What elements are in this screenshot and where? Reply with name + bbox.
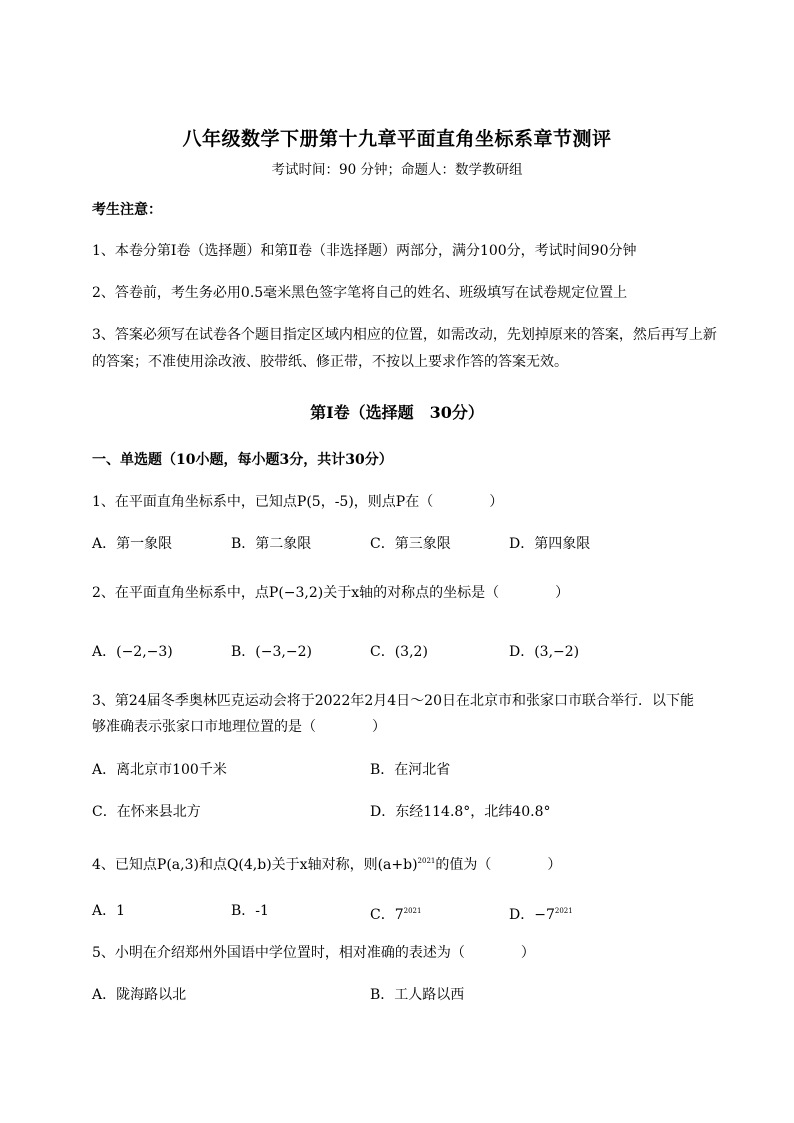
stem-text: 4、已知点P(a,3)和点Q(4,b)关于x轴对称，则(a+b) — [92, 857, 418, 873]
option-b[interactable]: B．第二象限 — [231, 536, 312, 552]
option-b[interactable]: B．工人路以西 — [370, 987, 465, 1003]
option-c[interactable]: C．第三象限 — [370, 536, 451, 552]
notice-item: 1、本卷分第Ⅰ卷（选择题）和第Ⅱ卷（非选择题）两部分，满分100分，考试时间90分钟 — [92, 243, 637, 259]
option-b[interactable]: B．在河北省 — [370, 762, 451, 778]
option-text: D．−7 — [509, 907, 555, 923]
section-title: 第Ⅰ卷（选择题 30分） — [310, 403, 484, 422]
question-stem: 5、小明在介绍郑州外国语中学位置时，相对准确的表述为（ ） — [92, 945, 535, 961]
notice-item: 3、答案必须写在试卷各个题目指定区域内相应的位置，如需改动，先划掉原来的答案，然后再写上新 — [92, 327, 717, 343]
option-a[interactable]: A．离北京市100千米 — [92, 762, 227, 778]
option-c[interactable]: C．(3,2) — [370, 644, 428, 660]
question-stem: 3、第24届冬季奥林匹克运动会将于2022年2月4日～20日在北京市和张家口市联合举行．以下能 — [92, 693, 694, 709]
question-stem: 2、在平面直角坐标系中，点P(−3,2)关于x轴的对称点的坐标是（ ） — [92, 585, 570, 601]
option-c[interactable]: C．在怀来县北方 — [92, 804, 201, 820]
part-heading: 一、单选题（10小题，每小题3分，共计30分） — [92, 452, 393, 468]
option-d[interactable]: D．第四象限 — [509, 536, 591, 552]
exam-info: 考试时间：90 分钟；命题人：数学教研组 — [271, 162, 523, 178]
option-b[interactable]: B．-1 — [231, 903, 269, 919]
question-stem-continued: 够准确表示张家口市地理位置的是（ ） — [92, 719, 386, 735]
stem-text: 的值为（ ） — [435, 857, 562, 873]
option-a[interactable]: A．1 — [92, 903, 126, 919]
question-stem: 1、在平面直角坐标系中，已知点P(5，-5)，则点P在（ ） — [92, 494, 504, 510]
option-a[interactable]: A．(−2,−3) — [92, 644, 173, 660]
exponent: 2021 — [403, 907, 422, 915]
option-d[interactable]: D．(3,−2) — [509, 644, 580, 660]
exponent: 2021 — [554, 907, 573, 915]
option-text: C．7 — [370, 907, 404, 923]
notice-heading: 考生注意： — [92, 202, 162, 218]
option-b[interactable]: B．(−3,−2) — [231, 644, 312, 660]
option-d[interactable] — [509, 901, 573, 925]
question-stem — [92, 851, 561, 875]
option-d[interactable]: D．东经114.8°，北纬40.8° — [370, 804, 551, 820]
option-a[interactable]: A．陇海路以北 — [92, 987, 187, 1003]
exponent: 2021 — [417, 857, 436, 865]
option-a[interactable]: A．第一象限 — [92, 536, 173, 552]
option-c[interactable] — [370, 901, 421, 925]
page-title: 八年级数学下册第十九章平面直角坐标系章节测评 — [182, 128, 612, 150]
notice-item: 的答案；不准使用涂改液、胶带纸、修正带，不按以上要求作答的答案无效。 — [92, 354, 568, 370]
notice-item: 2、答卷前，考生务必用0.5毫米黑色签字笔将自己的姓名、班级填写在试卷规定位置上 — [92, 285, 628, 301]
